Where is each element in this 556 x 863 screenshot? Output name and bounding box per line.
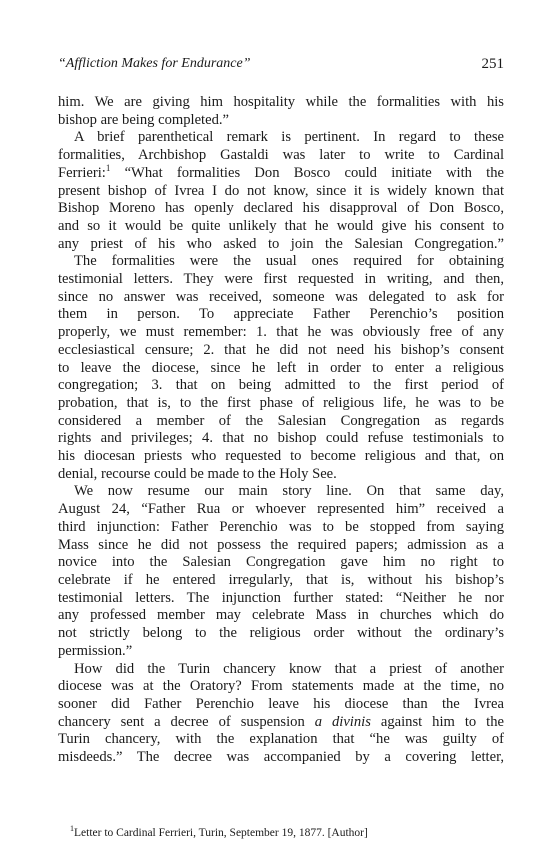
text-line: August 24, “Father Rua or whoever represented him” received a [58, 501, 504, 518]
text-line: not strictly belong to the religious order without the ordinary’s [58, 625, 504, 642]
text-line: We now resume our main story line. On that same day, [74, 483, 504, 500]
text-line: sooner did Father Perenchio leave his diocese than the Ivrea [58, 695, 504, 712]
text-line: testimonial letters. The injunction further stated: “Neither he nor [58, 589, 504, 606]
text-line: properly, we must remember: 1. that he was obviously free of any [58, 324, 504, 341]
footnote-mark: 1 [70, 824, 74, 834]
text-line: denial, recourse could be made to the Holy See. [58, 465, 337, 482]
text-line: any priest of his who asked to join the Salesian Congregation.” [58, 235, 504, 252]
paragraph [58, 129, 504, 253]
text-line: any professed member may celebrate Mass in churches which do [58, 607, 504, 624]
text-line: Bishop Moreno has openly declared his disapproval of Don Bosco, [58, 200, 504, 217]
text-segment: “What formalities Don Bosco could initiate with the [110, 164, 504, 181]
text-line: congregation; 3. that on being admitted to the first period of [58, 377, 504, 394]
text-line: Turin chancery, with the explanation that “he was guilty of [58, 731, 504, 748]
text-line: The formalities were the usual ones required for obtaining [74, 253, 504, 270]
text-line: rights and privileges; 4. that no bishop could refuse testimonials to [58, 430, 504, 447]
text-line: How did the Turin chancery know that a priest of another [74, 660, 504, 677]
page-number: 251 [481, 56, 504, 72]
text-line: ecclesiastical censure; 2. that he did not need his bishop’s consent [58, 341, 504, 358]
text-line: testimonial letters. They were first requested in writing, and then, [58, 271, 504, 288]
text-line: his diocesan priests who requested to become religious and that, on [58, 448, 504, 465]
text-line: permission.” [58, 642, 133, 659]
text-segment: against him to the [370, 713, 504, 730]
running-title: “Affliction Makes for Endurance” [58, 56, 251, 71]
body-text [58, 94, 504, 767]
page-header [58, 56, 504, 76]
text-line: and so it would be quite unlikely that he would give his consent to [58, 217, 504, 234]
text-line: misdeeds.” The decree was accompanied by a covering letter, [58, 749, 504, 766]
footnote [70, 826, 510, 840]
text-line: considered a member of the Salesian Congregation as regards [58, 412, 504, 429]
text-line: diocese was at the Oratory? From statements made at the time, no [58, 678, 504, 695]
text-line [58, 162, 504, 183]
text-line: bishop are being completed.” [58, 111, 230, 128]
text-line: probation, that is, to the first phase of religious life, he was to be [58, 394, 504, 411]
text-segment: chancery sent a decree of suspension [58, 713, 315, 730]
text-segment: Ferrieri: [58, 164, 106, 181]
text-line: them in person. To appreciate Father Perenchio’s position [58, 306, 504, 323]
footnote-text: Letter to Cardinal Ferrieri, Turin, September 19, 1877. [Author] [74, 827, 368, 839]
text-line: A brief parenthetical remark is pertinent. In regard to these [74, 129, 504, 146]
text-line [58, 714, 504, 732]
text-line: present bishop of Ivrea I do not know, since it is widely known that [58, 182, 504, 199]
italic-phrase: a divinis [314, 713, 371, 730]
paragraph [58, 661, 504, 767]
text-line: to leave the diocese, since he left in order to enter a religious [58, 359, 504, 376]
paragraph [58, 94, 504, 129]
text-line: him. We are giving him hospitality while the formalities with his [58, 94, 504, 110]
text-line: formalities, Archbishop Gastaldi was later to write to Cardinal [58, 147, 504, 164]
text-line: novice into the Salesian Congregation gave him no right to [58, 554, 504, 571]
text-line: since no answer was received, someone was delegated to ask for [58, 288, 504, 305]
text-line: celebrate if he entered irregularly, that is, without his bishop’s [58, 571, 504, 588]
text-line: Mass since he did not possess the required papers; admission as a [58, 536, 504, 553]
text-line: third injunction: Father Perenchio was to be stopped from saying [58, 518, 504, 535]
footnote-reference: 1 [105, 162, 111, 173]
paragraph [58, 483, 504, 660]
paragraph [58, 253, 504, 483]
